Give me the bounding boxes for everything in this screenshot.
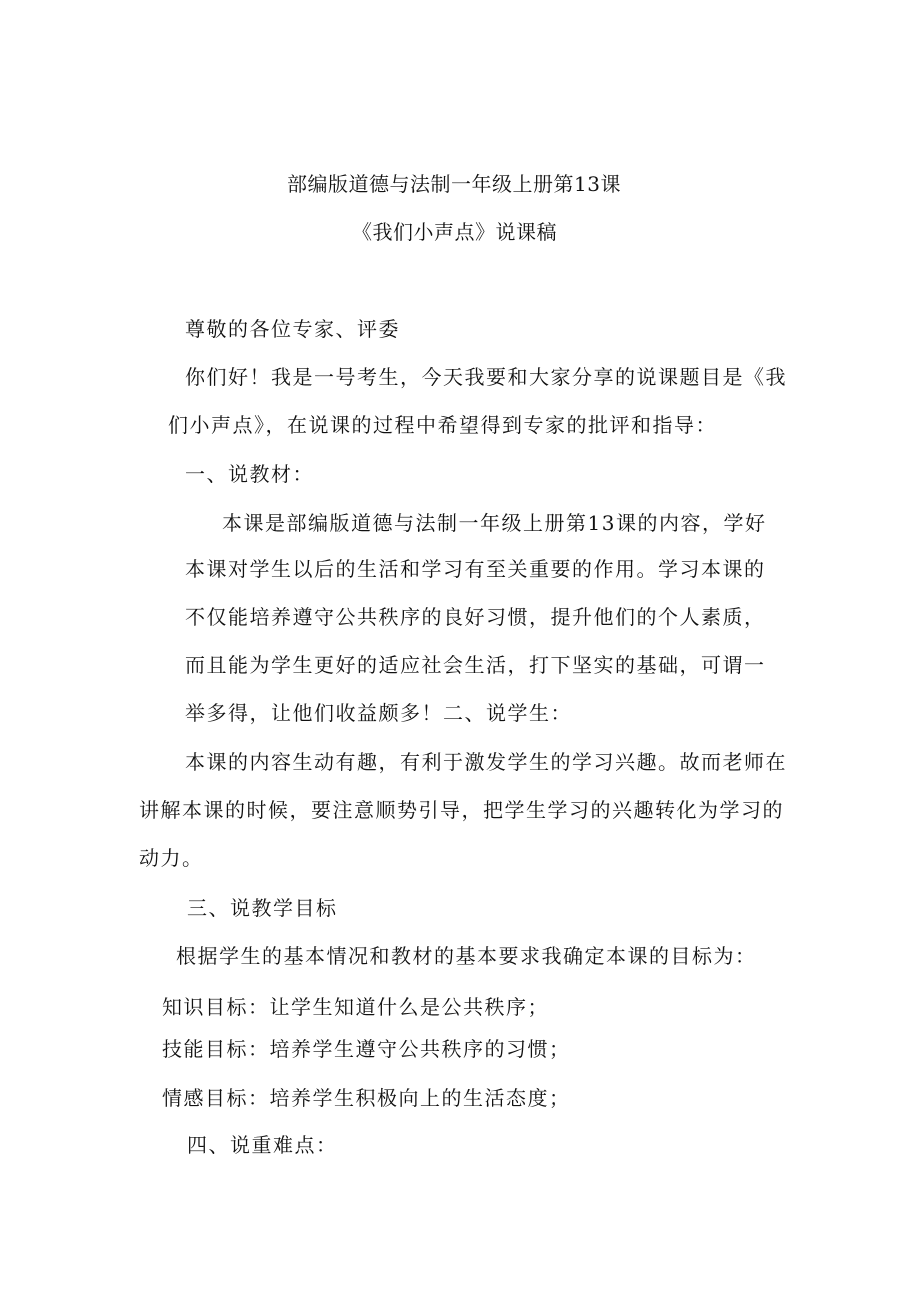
- section1-paragraph-line-4: 而且能为学生更好的适应社会生活，打下坚实的基础，可谓一: [185, 653, 766, 677]
- section2-paragraph-line-2: 讲解本课的时候，要注意顺势引导，把学生学习的兴趣转化为学习的: [139, 798, 784, 822]
- section2-paragraph-line-3: 动力。: [139, 846, 204, 870]
- salutation: 尊敬的各位专家、评委: [185, 317, 400, 341]
- intro-line-2: 们小声点》，在说课的过程中希望得到专家的批评和指导：: [168, 413, 717, 437]
- goal-knowledge: 知识目标：让学生知道什么是公共秩序；: [162, 995, 549, 1019]
- section2-paragraph-line-1: 本课的内容生动有趣，有利于激发学生的学习兴趣。故而老师在: [185, 750, 787, 774]
- document-title: 部编版道德与法制一年级上册第13课: [287, 172, 621, 196]
- section1-paragraph-line-5: 举多得，让他们收益颇多！二、说学生：: [185, 701, 572, 725]
- goal-emotion: 情感目标：培养学生积极向上的生活态度；: [162, 1086, 571, 1110]
- goal-skill: 技能目标：培养学生遵守公共秩序的习惯；: [162, 1037, 571, 1061]
- section1-paragraph-line-3: 不仅能培养遵守公共秩序的良好习惯，提升他们的个人素质，: [185, 605, 766, 629]
- intro-line-1: 你们好！我是一号考生，今天我要和大家分享的说课题目是《我: [185, 365, 787, 389]
- section4-heading: 四、说重难点：: [187, 1133, 338, 1157]
- section1-paragraph-line-1: 本课是部编版道德与法制一年级上册第13课的内容，学好: [222, 511, 767, 535]
- section1-paragraph-line-2: 本课对学生以后的生活和学习有至关重要的作用。学习本课的: [185, 557, 766, 581]
- section1-heading: 一、说教材：: [185, 462, 314, 486]
- section3-intro: 根据学生的基本情况和教材的基本要求我确定本课的目标为：: [176, 944, 757, 968]
- document-subtitle: 《我们小声点》说课稿: [352, 220, 557, 244]
- section3-heading: 三、说教学目标: [187, 896, 338, 920]
